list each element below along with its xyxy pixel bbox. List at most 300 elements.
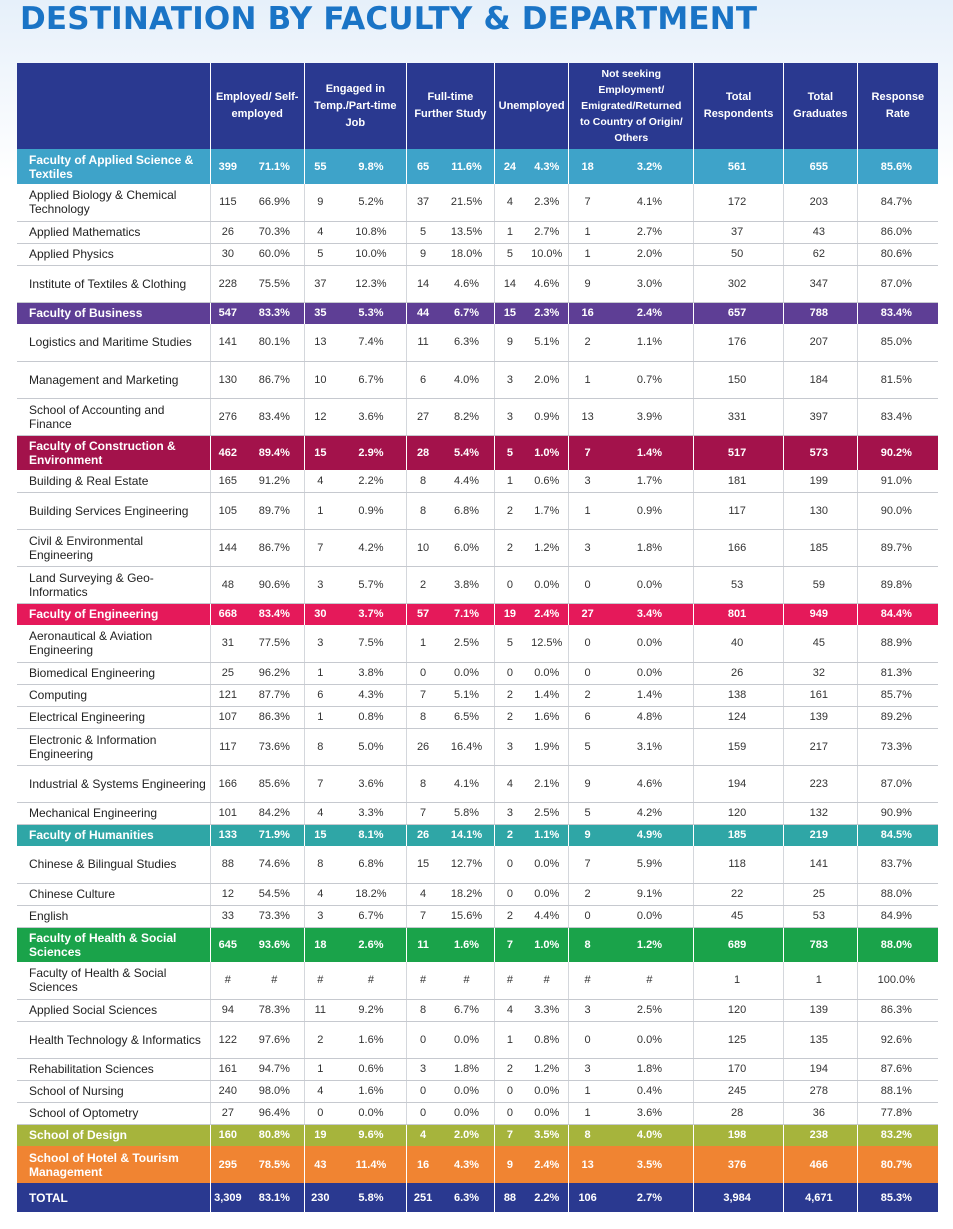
unemployed-count-cell: 2 — [494, 1058, 528, 1080]
study-pct-cell: 5.1% — [442, 684, 494, 706]
temp-pct-cell: 6.7% — [339, 905, 406, 927]
temp-pct-cell: 7.4% — [339, 324, 406, 361]
response-rate-cell: 88.9% — [857, 625, 938, 662]
study-pct-cell: 5.8% — [442, 802, 494, 824]
study-count-cell: 26 — [406, 824, 442, 846]
study-pct-cell: # — [442, 962, 494, 999]
total-graduates-cell: 1 — [784, 962, 858, 999]
employed-pct-cell: 86.7% — [248, 529, 304, 566]
total-graduates-cell: 573 — [784, 435, 858, 470]
temp-pct-cell: 5.7% — [339, 566, 406, 603]
temp-count-cell: 230 — [304, 1183, 339, 1212]
unemployed-pct-cell: 2.7% — [528, 221, 569, 243]
temp-count-cell: 10 — [304, 361, 339, 398]
not-seeking-pct-cell: 1.8% — [609, 1058, 694, 1080]
total-graduates-cell: 203 — [784, 184, 858, 221]
not-seeking-pct-cell: 1.4% — [609, 684, 694, 706]
study-count-cell: 8 — [406, 706, 442, 728]
not-seeking-count-cell: 18 — [569, 149, 609, 184]
total-respondents-cell: 689 — [694, 927, 784, 962]
study-pct-cell: 21.5% — [442, 184, 494, 221]
row-label: Rehabilitation Sciences — [17, 1058, 210, 1080]
temp-count-cell: 1 — [304, 662, 339, 684]
employed-pct-cell: 77.5% — [248, 625, 304, 662]
department-row — [17, 1021, 938, 1058]
unemployed-pct-cell: 1.0% — [534, 446, 560, 459]
not-seeking-pct-cell: 0.0% — [609, 625, 694, 662]
not-seeking-pct-cell: 1.8% — [609, 529, 694, 566]
not-seeking-count-cell: 5 — [569, 728, 609, 765]
total-respondents-cell: 376 — [694, 1146, 784, 1183]
response-rate-cell: 89.8% — [857, 566, 938, 603]
temp-pct-cell: 6.7% — [339, 361, 406, 398]
response-rate-cell: 88.0% — [857, 883, 938, 905]
employed-count-cell: 645 — [210, 927, 248, 962]
total-respondents-cell: 26 — [694, 662, 784, 684]
study-pct-cell: 4.1% — [442, 765, 494, 802]
total-respondents-cell: 118 — [694, 846, 784, 883]
unemployed-count-cell: 0 — [494, 566, 528, 603]
employed-count-cell: 30 — [210, 243, 248, 265]
study-pct-cell: 0.0% — [442, 662, 494, 684]
response-rate-cell: 100.0% — [857, 962, 938, 999]
not-seeking-count-cell: 0 — [569, 566, 609, 603]
temp-pct-cell: 0.0% — [339, 1102, 406, 1124]
study-pct-cell: 1.8% — [442, 1058, 494, 1080]
not-seeking-pct-cell: # — [609, 962, 694, 999]
employed-pct-cell: 75.5% — [248, 265, 304, 302]
unemployed-pct-cell: 0.0% — [528, 846, 569, 883]
department-row — [17, 728, 938, 765]
temp-pct-cell: 4.3% — [339, 684, 406, 706]
temp-pct-cell: 3.6% — [339, 765, 406, 802]
response-rate-cell: 90.0% — [857, 492, 938, 529]
employed-pct-cell: 84.2% — [248, 802, 304, 824]
total-graduates-cell: 53 — [784, 905, 858, 927]
total-graduates-cell: 207 — [784, 324, 858, 361]
unemployed-pct-cell: 4.4% — [528, 905, 569, 927]
unemployed-pct-cell: 1.7% — [528, 492, 569, 529]
total-respondents-cell: 150 — [694, 361, 784, 398]
response-rate-cell: 80.6% — [857, 243, 938, 265]
unemployed-count-cell: 5 — [494, 625, 528, 662]
unemployed-count-cell: 9 — [494, 1146, 528, 1183]
row-label: Management and Marketing — [17, 361, 210, 398]
not-seeking-pct-cell: 5.9% — [609, 846, 694, 883]
unemployed-count-cell: 5 — [494, 435, 528, 470]
employed-pct-cell: 71.1% — [258, 160, 290, 173]
department-row — [17, 684, 938, 706]
employed-count-cell: 160 — [210, 1124, 248, 1146]
total-graduates-cell: 130 — [784, 492, 858, 529]
total-respondents-cell: 176 — [694, 324, 784, 361]
unemployed-pct-cell: 3.3% — [528, 999, 569, 1021]
temp-count-cell: 15 — [304, 435, 339, 470]
unemployed-pct-cell: 0.0% — [528, 662, 569, 684]
study-pct-cell: 7.1% — [453, 608, 480, 621]
not-seeking-pct-cell: 4.8% — [609, 706, 694, 728]
department-row — [17, 398, 938, 435]
response-rate-cell: 84.5% — [857, 824, 938, 846]
not-seeking-pct-cell: 1.4% — [636, 446, 662, 459]
study-count-cell: 3 — [406, 1058, 442, 1080]
unemployed-count-cell: 1 — [494, 1021, 528, 1058]
unemployed-pct-cell: 1.0% — [534, 938, 560, 951]
row-label: TOTAL — [29, 1190, 68, 1205]
faculty-row — [17, 824, 938, 846]
total-graduates-cell: 135 — [784, 1021, 858, 1058]
temp-count-cell: 35 — [304, 302, 339, 324]
employed-pct-cell: 66.9% — [248, 184, 304, 221]
study-pct-cell: 4.3% — [453, 1158, 480, 1171]
total-graduates-cell: 397 — [784, 398, 858, 435]
unemployed-pct-cell: 4.6% — [528, 265, 569, 302]
page-title: DESTINATION BY FACULTY & DEPARTMENT — [20, 1, 758, 37]
faculty-row — [17, 927, 938, 962]
unemployed-count-cell: 2 — [494, 905, 528, 927]
total-respondents-cell: 245 — [694, 1080, 784, 1102]
total-graduates-cell: 655 — [784, 149, 858, 184]
temp-pct-cell: # — [339, 962, 406, 999]
response-rate-cell: 81.5% — [857, 361, 938, 398]
study-pct-cell: 0.0% — [442, 1102, 494, 1124]
total-graduates-cell: 43 — [784, 221, 858, 243]
not-seeking-count-cell: 7 — [569, 435, 609, 470]
not-seeking-pct-cell: 1.2% — [636, 938, 662, 951]
not-seeking-pct-cell: 3.4% — [636, 608, 662, 621]
total-respondents-cell: 166 — [694, 529, 784, 566]
unemployed-count-cell: 0 — [494, 846, 528, 883]
response-rate-cell: 87.6% — [857, 1058, 938, 1080]
unemployed-pct-cell: 2.4% — [534, 608, 560, 621]
total-graduates-cell: 238 — [784, 1124, 858, 1146]
header-employed: Employed/ Self-employed — [210, 63, 304, 149]
temp-pct-cell: 5.0% — [339, 728, 406, 765]
not-seeking-pct-cell: 4.2% — [609, 802, 694, 824]
row-label: Applied Physics — [17, 243, 210, 265]
temp-count-cell: 4 — [304, 221, 339, 243]
response-rate-cell: 91.0% — [857, 470, 938, 492]
unemployed-pct-cell: 1.9% — [528, 728, 569, 765]
unemployed-count-cell: 0 — [494, 662, 528, 684]
total-graduates-cell: 139 — [784, 999, 858, 1021]
total-graduates-cell: 217 — [784, 728, 858, 765]
employed-pct-cell: 96.2% — [248, 662, 304, 684]
employed-count-cell: 117 — [210, 728, 248, 765]
response-rate-cell: 77.8% — [857, 1102, 938, 1124]
study-count-cell: 14 — [406, 265, 442, 302]
employed-count-cell: 48 — [210, 566, 248, 603]
response-rate-cell: 84.4% — [857, 603, 938, 625]
temp-count-cell: 15 — [304, 824, 339, 846]
header-row — [17, 63, 938, 149]
header-total-graduates: Total Graduates — [784, 63, 858, 149]
department-row — [17, 265, 938, 302]
employed-count-cell: 240 — [210, 1080, 248, 1102]
unemployed-pct-cell: 5.1% — [528, 324, 569, 361]
total-respondents-cell: 194 — [694, 765, 784, 802]
employed-pct-cell: 98.0% — [248, 1080, 304, 1102]
total-graduates-cell: 219 — [784, 824, 858, 846]
not-seeking-count-cell: 13 — [569, 1146, 609, 1183]
unemployed-pct-cell: 3.5% — [534, 1129, 560, 1142]
total-graduates-cell: 783 — [784, 927, 858, 962]
row-label: School of Accounting and Finance — [17, 398, 210, 435]
not-seeking-count-cell: 1 — [569, 492, 609, 529]
temp-pct-cell: 2.9% — [358, 446, 384, 459]
total-graduates-cell: 185 — [784, 529, 858, 566]
unemployed-count-cell: 19 — [494, 603, 528, 625]
not-seeking-count-cell: 3 — [569, 470, 609, 492]
study-count-cell: 6 — [406, 361, 442, 398]
not-seeking-count-cell: 1 — [569, 243, 609, 265]
employed-count-cell: 25 — [210, 662, 248, 684]
unemployed-pct-cell: 12.5% — [528, 625, 569, 662]
total-respondents-cell: 50 — [694, 243, 784, 265]
not-seeking-count-cell: 106 — [569, 1183, 609, 1212]
unemployed-count-cell: 2 — [494, 684, 528, 706]
study-pct-cell: 4.0% — [442, 361, 494, 398]
row-label: Applied Social Sciences — [17, 999, 210, 1021]
total-graduates-cell: 161 — [784, 684, 858, 706]
employed-count-cell: 107 — [210, 706, 248, 728]
study-count-cell: 7 — [406, 802, 442, 824]
unemployed-count-cell: 4 — [494, 765, 528, 802]
total-respondents-cell: 170 — [694, 1058, 784, 1080]
not-seeking-count-cell: # — [569, 962, 609, 999]
not-seeking-count-cell: 9 — [569, 265, 609, 302]
temp-pct-cell: 12.3% — [339, 265, 406, 302]
response-rate-cell: 88.0% — [857, 927, 938, 962]
employed-count-cell: 31 — [210, 625, 248, 662]
temp-pct-cell: 3.7% — [358, 608, 384, 621]
temp-pct-cell: 3.6% — [339, 398, 406, 435]
study-count-cell: 0 — [406, 1102, 442, 1124]
response-rate-cell: 83.4% — [857, 398, 938, 435]
not-seeking-count-cell: 16 — [569, 302, 609, 324]
unemployed-pct-cell: 4.3% — [534, 160, 560, 173]
total-respondents-cell: 37 — [694, 221, 784, 243]
faculty-row — [17, 1124, 938, 1146]
unemployed-count-cell: # — [494, 962, 528, 999]
department-row — [17, 999, 938, 1021]
temp-count-cell: 3 — [304, 905, 339, 927]
row-label: Aeronautical & Aviation Engineering — [17, 625, 210, 662]
employed-count-cell: 276 — [210, 398, 248, 435]
total-graduates-cell: 199 — [784, 470, 858, 492]
unemployed-count-cell: 1 — [494, 470, 528, 492]
temp-pct-cell: 0.9% — [339, 492, 406, 529]
row-label: Faculty of Engineering — [29, 607, 159, 622]
row-label: Chinese Culture — [17, 883, 210, 905]
employed-pct-cell: 89.7% — [248, 492, 304, 529]
study-pct-cell: 6.3% — [453, 1191, 480, 1204]
study-count-cell: 28 — [406, 435, 442, 470]
response-rate-cell: 92.6% — [857, 1021, 938, 1058]
response-rate-cell: 84.7% — [857, 184, 938, 221]
employed-count-cell: 141 — [210, 324, 248, 361]
not-seeking-count-cell: 6 — [569, 706, 609, 728]
not-seeking-pct-cell: 1.7% — [609, 470, 694, 492]
unemployed-count-cell: 9 — [494, 324, 528, 361]
total-respondents-cell: 185 — [694, 824, 784, 846]
study-pct-cell: 6.3% — [442, 324, 494, 361]
temp-count-cell: 7 — [304, 765, 339, 802]
not-seeking-pct-cell: 3.1% — [609, 728, 694, 765]
study-pct-cell: 6.0% — [442, 529, 494, 566]
not-seeking-count-cell: 3 — [569, 1058, 609, 1080]
study-count-cell: 8 — [406, 470, 442, 492]
department-row — [17, 492, 938, 529]
not-seeking-count-cell: 0 — [569, 905, 609, 927]
total-respondents-cell: 181 — [694, 470, 784, 492]
response-rate-cell: 80.7% — [857, 1146, 938, 1183]
header-further-study: Full-time Further Study — [406, 63, 494, 149]
response-rate-cell: 90.2% — [857, 435, 938, 470]
not-seeking-count-cell: 1 — [569, 221, 609, 243]
row-label: Faculty of Humanities — [29, 828, 154, 843]
study-count-cell: # — [406, 962, 442, 999]
row-label: Industrial & Systems Engineering — [17, 765, 210, 802]
response-rate-cell: 85.7% — [857, 684, 938, 706]
employed-count-cell: 105 — [210, 492, 248, 529]
row-label: Institute of Textiles & Clothing — [17, 265, 210, 302]
study-count-cell: 16 — [406, 1146, 442, 1183]
temp-count-cell: 5 — [304, 243, 339, 265]
employed-count-cell: 399 — [210, 149, 248, 184]
header-temp-parttime: Engaged in Temp./Part-time Job — [304, 63, 406, 149]
unemployed-count-cell: 3 — [494, 802, 528, 824]
response-rate-cell: 83.7% — [857, 846, 938, 883]
not-seeking-pct-cell: 3.5% — [636, 1158, 662, 1171]
response-rate-cell: 88.1% — [857, 1080, 938, 1102]
row-label: Computing — [17, 684, 210, 706]
employed-pct-cell: 83.3% — [258, 307, 290, 320]
employed-pct-cell: 73.6% — [248, 728, 304, 765]
employed-pct-cell: 93.6% — [258, 938, 290, 951]
row-label: Mechanical Engineering — [17, 802, 210, 824]
total-respondents-cell: 120 — [694, 999, 784, 1021]
unemployed-pct-cell: 2.0% — [528, 361, 569, 398]
study-count-cell: 57 — [406, 603, 442, 625]
not-seeking-pct-cell: 1.1% — [609, 324, 694, 361]
department-row — [17, 529, 938, 566]
total-respondents-cell: 124 — [694, 706, 784, 728]
faculty-row — [17, 149, 938, 184]
temp-pct-cell: 1.6% — [339, 1080, 406, 1102]
department-row — [17, 846, 938, 883]
study-pct-cell: 2.5% — [442, 625, 494, 662]
row-label: Logistics and Maritime Studies — [17, 324, 210, 361]
response-rate-cell: 84.9% — [857, 905, 938, 927]
response-rate-cell: 86.0% — [857, 221, 938, 243]
study-count-cell: 0 — [406, 1021, 442, 1058]
response-rate-cell: 83.4% — [857, 302, 938, 324]
temp-count-cell: 6 — [304, 684, 339, 706]
response-rate-cell: 85.6% — [857, 149, 938, 184]
not-seeking-pct-cell: 4.0% — [636, 1129, 662, 1142]
temp-count-cell: 4 — [304, 802, 339, 824]
employed-count-cell: 115 — [210, 184, 248, 221]
header-blank — [17, 63, 210, 149]
total-respondents-cell: 22 — [694, 883, 784, 905]
total-graduates-cell: 59 — [784, 566, 858, 603]
temp-pct-cell: 3.3% — [339, 802, 406, 824]
total-respondents-cell: 117 — [694, 492, 784, 529]
total-respondents-cell: 657 — [694, 302, 784, 324]
study-pct-cell: 15.6% — [442, 905, 494, 927]
total-graduates-cell: 62 — [784, 243, 858, 265]
total-respondents-cell: 1 — [694, 962, 784, 999]
total-respondents-cell: 120 — [694, 802, 784, 824]
study-pct-cell: 8.2% — [442, 398, 494, 435]
row-label: Health Technology & Informatics — [17, 1021, 210, 1058]
employed-pct-cell: 86.3% — [248, 706, 304, 728]
unemployed-count-cell: 24 — [494, 149, 528, 184]
employed-count-cell: 547 — [210, 302, 248, 324]
department-row — [17, 662, 938, 684]
temp-count-cell: 4 — [304, 470, 339, 492]
not-seeking-count-cell: 8 — [569, 927, 609, 962]
study-count-cell: 251 — [406, 1183, 442, 1212]
total-respondents-cell: 138 — [694, 684, 784, 706]
employed-count-cell: 12 — [210, 883, 248, 905]
not-seeking-pct-cell: 2.7% — [636, 1191, 662, 1204]
unemployed-pct-cell: 1.1% — [534, 829, 560, 842]
study-pct-cell: 18.2% — [442, 883, 494, 905]
row-label: Faculty of Business — [29, 306, 143, 321]
employed-pct-cell: 94.7% — [248, 1058, 304, 1080]
employed-count-cell: 165 — [210, 470, 248, 492]
temp-pct-cell: 0.6% — [339, 1058, 406, 1080]
row-label: Building & Real Estate — [17, 470, 210, 492]
temp-pct-cell: 9.6% — [358, 1129, 384, 1142]
not-seeking-count-cell: 9 — [569, 765, 609, 802]
row-label: Applied Biology & Chemical Technology — [17, 184, 210, 221]
study-count-cell: 8 — [406, 492, 442, 529]
temp-pct-cell: 2.6% — [358, 938, 384, 951]
department-row — [17, 706, 938, 728]
faculty-row — [17, 302, 938, 324]
unemployed-count-cell: 2 — [494, 529, 528, 566]
row-label: School of Hotel & Tourism Management — [29, 1150, 179, 1179]
employed-count-cell: 295 — [210, 1146, 248, 1183]
study-pct-cell: 13.5% — [442, 221, 494, 243]
department-row — [17, 905, 938, 927]
total-respondents-cell: 28 — [694, 1102, 784, 1124]
not-seeking-pct-cell: 2.7% — [609, 221, 694, 243]
employed-count-cell: 27 — [210, 1102, 248, 1124]
employed-count-cell: 161 — [210, 1058, 248, 1080]
response-rate-cell: 73.3% — [857, 728, 938, 765]
total-respondents-cell: 172 — [694, 184, 784, 221]
employed-pct-cell: 83.4% — [248, 398, 304, 435]
study-count-cell: 44 — [406, 302, 442, 324]
not-seeking-pct-cell: 2.4% — [636, 307, 662, 320]
study-pct-cell: 5.4% — [453, 446, 480, 459]
study-count-cell: 7 — [406, 905, 442, 927]
study-count-cell: 7 — [406, 684, 442, 706]
response-rate-cell: 89.7% — [857, 529, 938, 566]
study-pct-cell: 0.0% — [442, 1080, 494, 1102]
study-pct-cell: 6.7% — [442, 999, 494, 1021]
temp-pct-cell: 5.2% — [339, 184, 406, 221]
row-label: Faculty of Health & Social Sciences — [29, 930, 177, 959]
temp-count-cell: 7 — [304, 529, 339, 566]
unemployed-pct-cell: 0.0% — [528, 566, 569, 603]
employed-count-cell: 668 — [210, 603, 248, 625]
study-count-cell: 8 — [406, 999, 442, 1021]
